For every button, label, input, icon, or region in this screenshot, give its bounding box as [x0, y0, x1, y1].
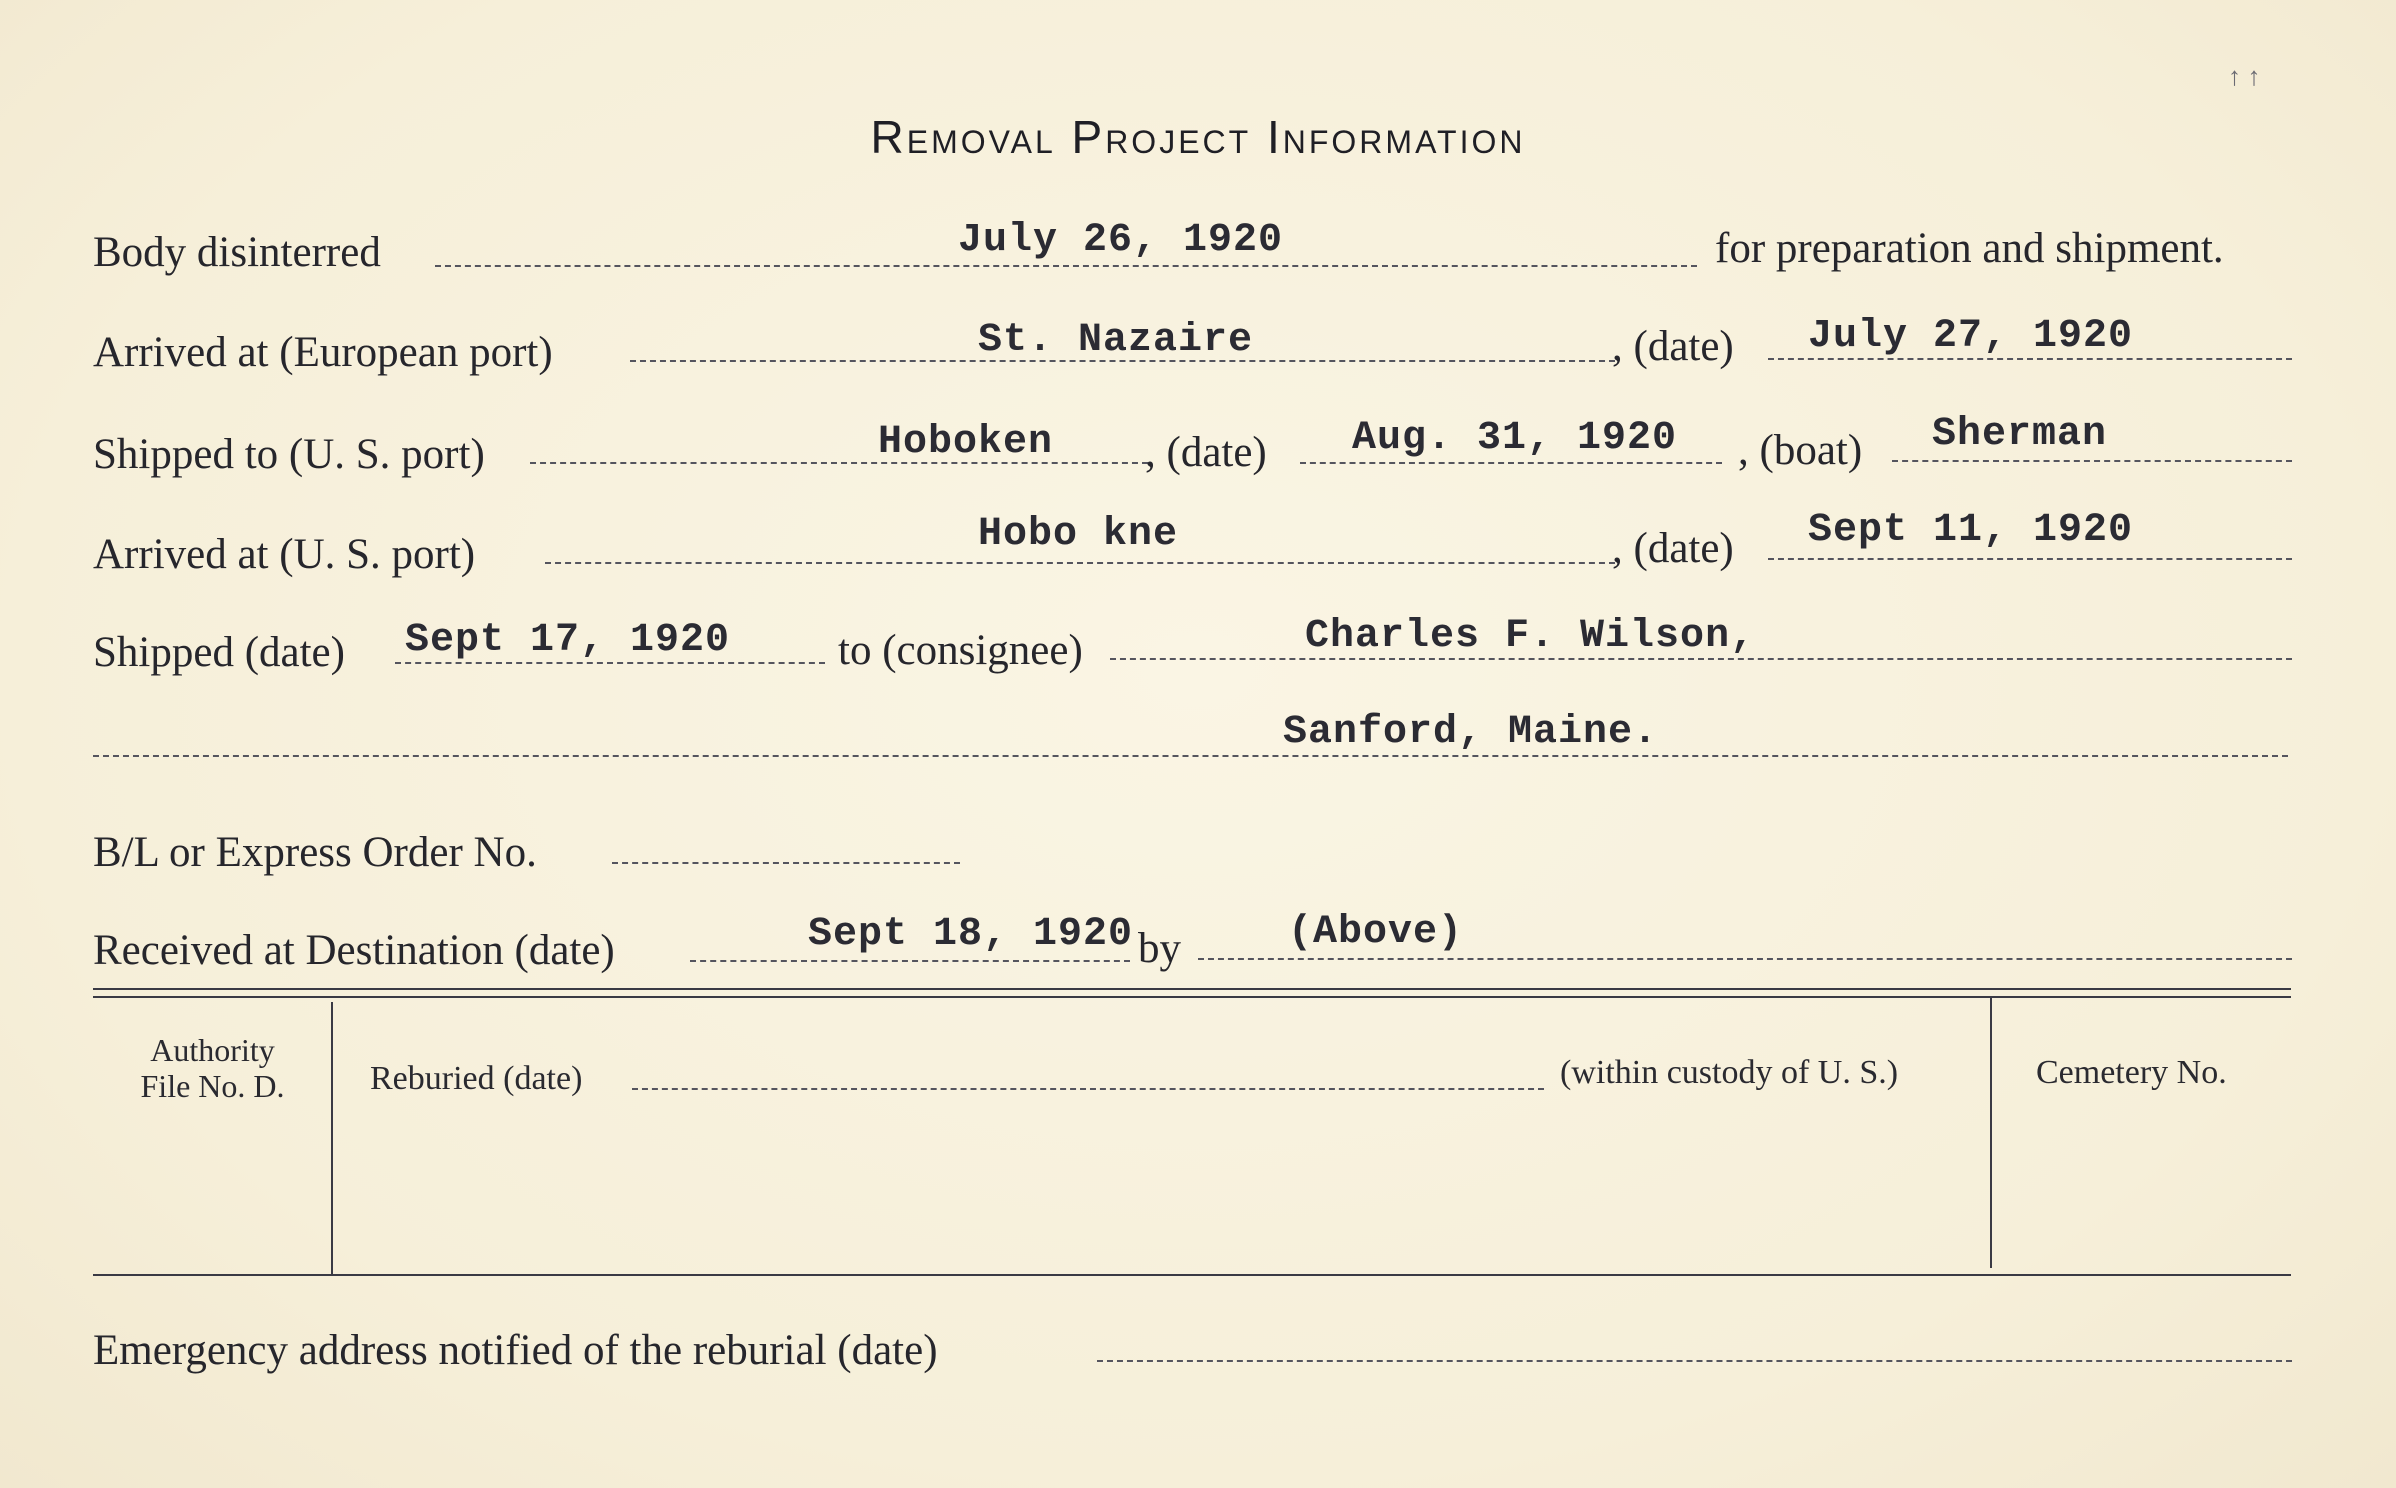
shipped-us-date-label: , (date)	[1145, 429, 1267, 476]
received-by-value: (Above)	[1288, 910, 1464, 955]
body-disinterred-label: Body disinterred	[93, 229, 381, 276]
arrived-european-date-label: , (date)	[1612, 323, 1734, 370]
authority-label-line2: File No. D.	[140, 1068, 285, 1104]
box-divider-right	[1990, 996, 1992, 1268]
bl-order-line	[612, 862, 960, 864]
shipped-us-port: Hoboken	[878, 420, 1054, 465]
consignee-address: Sanford, Maine.	[1283, 710, 1659, 755]
authority-file-label	[100, 1032, 325, 1104]
body-disinterred-suffix: for preparation and shipment.	[1715, 225, 2224, 272]
emergency-label: Emergency address notified of the reburial (date)	[93, 1327, 938, 1374]
shipped-us-date-line	[1300, 462, 1722, 464]
shipped-us-boat-line	[1892, 460, 2292, 462]
shipped-us-boat: Sherman	[1932, 412, 2108, 457]
arrived-us-date: Sept 11, 1920	[1808, 508, 2134, 553]
bl-order-label: B/L or Express Order No.	[93, 829, 537, 876]
cemetery-no-label: Cemetery No.	[2036, 1054, 2227, 1091]
reburied-label: Reburied (date)	[370, 1060, 583, 1097]
shipped-us-port-line	[530, 462, 1148, 464]
arrived-us-port-line	[545, 562, 1615, 564]
shipped-us-boat-label: , (boat)	[1738, 427, 1863, 474]
received-date-line	[690, 960, 1130, 962]
emergency-line	[1097, 1360, 2292, 1362]
arrived-european-date: July 27, 1920	[1808, 314, 2134, 359]
arrived-european-label: Arrived at (European port)	[93, 329, 553, 376]
body-disinterred-line	[435, 265, 1697, 267]
arrived-us-label: Arrived at (U. S. port)	[93, 531, 476, 578]
address-line	[93, 755, 2288, 757]
arrived-european-port: St. Nazaire	[978, 318, 1254, 363]
reburied-line	[632, 1088, 1544, 1090]
corner-mark: ↑ ↑	[2228, 62, 2261, 91]
arrived-us-date-line	[1768, 558, 2292, 560]
box-divider-left	[331, 1002, 333, 1274]
consignee-value: Charles F. Wilson,	[1305, 614, 1756, 659]
received-label: Received at Destination (date)	[93, 927, 615, 974]
box-top-rule-inner	[93, 996, 2291, 998]
arrived-us-port: Hobo kne	[978, 512, 1179, 557]
box-bottom-rule	[93, 1274, 2291, 1276]
shipped-us-label: Shipped to (U. S. port)	[93, 431, 485, 478]
arrived-us-date-label: , (date)	[1612, 525, 1734, 572]
authority-label-line1: Authority	[150, 1032, 275, 1068]
shipped-date-label: Shipped (date)	[93, 629, 345, 676]
shipped-date-value: Sept 17, 1920	[405, 618, 731, 663]
consignee-label: to (consignee)	[838, 627, 1083, 674]
received-by-label: by	[1138, 925, 1181, 972]
shipped-us-date: Aug. 31, 1920	[1352, 416, 1678, 461]
received-date-value: Sept 18, 1920	[808, 912, 1134, 957]
box-top-rule	[93, 988, 2291, 990]
body-disinterred-value: July 26, 1920	[958, 218, 1284, 263]
received-by-line	[1198, 958, 2292, 960]
custody-label: (within custody of U. S.)	[1560, 1054, 1899, 1091]
card-title: Removal Project Information	[870, 111, 1526, 163]
